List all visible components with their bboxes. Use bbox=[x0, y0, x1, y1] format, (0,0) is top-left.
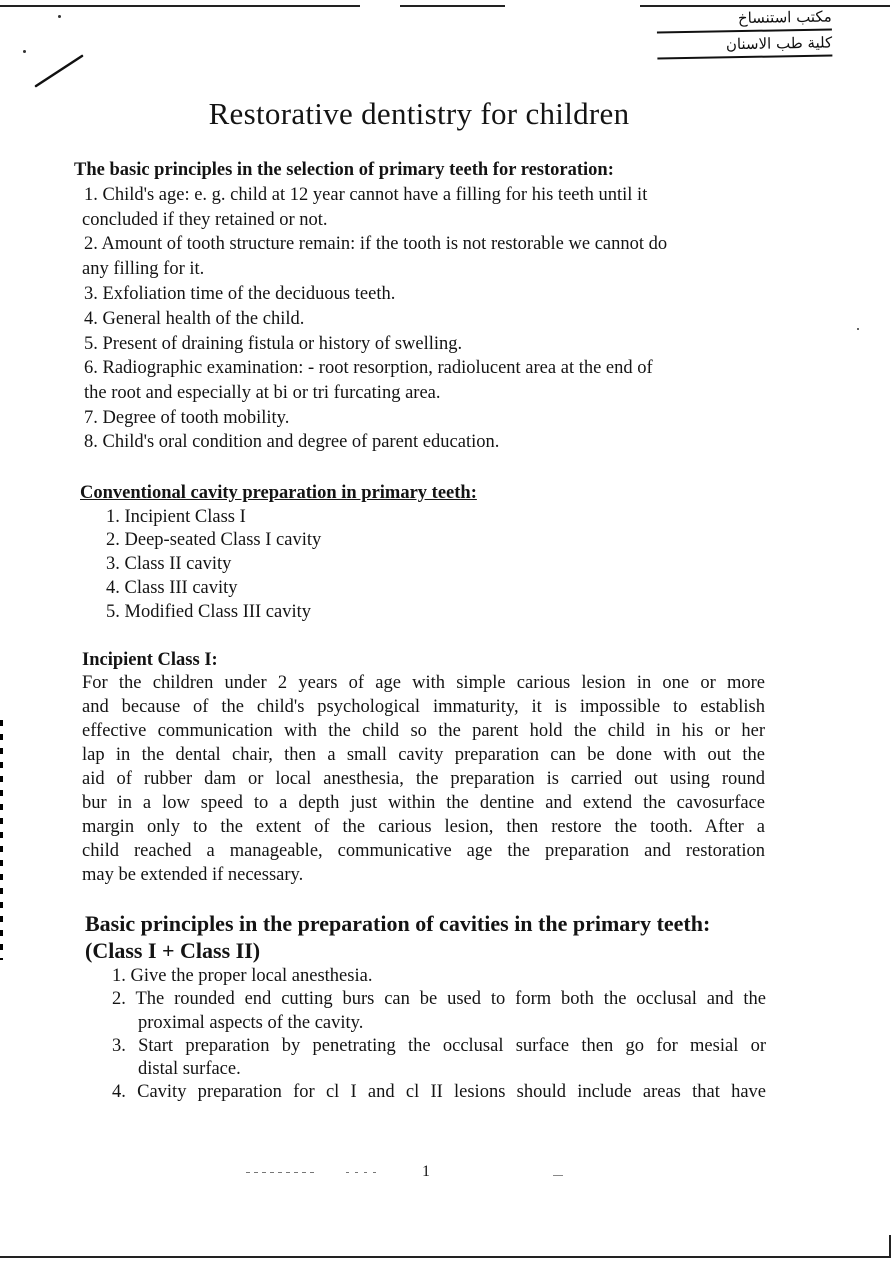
list-text: Child's oral condition and degree of parent education. bbox=[102, 432, 500, 452]
list-number: 7. bbox=[84, 408, 98, 428]
list-text: Degree of tooth mobility. bbox=[102, 408, 290, 428]
list-text: Modified Class III cavity bbox=[124, 602, 311, 622]
scan-border-right bbox=[889, 1235, 891, 1258]
list-text: Cavity preparation for cl I and cl II lesions should include areas that have bbox=[137, 1082, 766, 1102]
list-item bbox=[106, 505, 246, 529]
section-heading-selection-principles: The basic principles in the selection of primary teeth for restoration: bbox=[74, 160, 614, 180]
list-number: 4. bbox=[112, 1082, 126, 1102]
list-number: 6. bbox=[84, 358, 98, 378]
paragraph-line: may be extended if necessary. bbox=[82, 865, 304, 885]
scan-smudge bbox=[246, 1172, 316, 1173]
list-number: 2. bbox=[84, 234, 98, 254]
list-item bbox=[106, 576, 238, 600]
scan-smudge bbox=[553, 1175, 563, 1176]
list-item bbox=[112, 1080, 766, 1104]
list-item bbox=[112, 1034, 766, 1058]
list-text: Radiographic examination: - root resorption, radiolucent area at the end of bbox=[102, 358, 653, 378]
list-text: Start preparation by penetrating the occlusal surface then go for mesial or bbox=[138, 1036, 766, 1056]
list-text: Amount of tooth structure remain: if the tooth is not restorable we cannot do bbox=[101, 234, 668, 254]
paragraph-line: and because of the child's psychological immaturity, it is impossible to establish bbox=[82, 697, 765, 717]
list-text: Child's age: e. g. child at 12 year cannot have a filling for his teeth until it bbox=[102, 185, 648, 205]
paragraph-line: child reached a manageable, communicative age the preparation and restoration bbox=[82, 841, 765, 861]
page-title: Restorative dentistry for children bbox=[208, 96, 630, 131]
list-number: 2. bbox=[106, 530, 120, 550]
paragraph-line: effective communication with the child so the parent hold the child in his or her bbox=[82, 721, 765, 741]
list-text: Exfoliation time of the deciduous teeth. bbox=[102, 284, 396, 304]
list-text: General health of the child. bbox=[102, 309, 305, 329]
list-text: Class II cavity bbox=[124, 554, 232, 574]
section-heading-basic-principles-preparation: Basic principles in the preparation of cavities in the primary teeth: bbox=[85, 911, 711, 936]
section-subheading-class: (Class I + Class II) bbox=[85, 938, 261, 963]
list-item bbox=[112, 987, 766, 1011]
list-number: 3. bbox=[112, 1036, 126, 1056]
list-item bbox=[112, 964, 372, 988]
scan-speck bbox=[58, 15, 61, 18]
paragraph-line: For the children under 2 years of age with simple carious lesion in one or more bbox=[82, 673, 765, 693]
list-number: 4. bbox=[84, 309, 98, 329]
list-item bbox=[84, 282, 395, 306]
section-heading-incipient-class-i: Incipient Class I: bbox=[82, 650, 218, 670]
list-number: 1. bbox=[84, 185, 98, 205]
list-item bbox=[106, 528, 321, 552]
list-text: Deep-seated Class I cavity bbox=[124, 530, 322, 550]
scan-speck bbox=[23, 50, 26, 53]
list-item bbox=[84, 307, 304, 331]
paragraph-line: bur in a low speed to a depth just within the dentine and extend the cavosurface bbox=[82, 793, 765, 813]
list-text: Give the proper local anesthesia. bbox=[130, 966, 373, 986]
page-number: 1 bbox=[422, 1163, 430, 1180]
list-number: 1. bbox=[112, 966, 126, 986]
list-number: 5. bbox=[84, 334, 98, 354]
scan-border-top-left bbox=[0, 5, 360, 7]
list-number: 4. bbox=[106, 578, 120, 598]
list-number: 5. bbox=[106, 602, 120, 622]
list-text: Class III cavity bbox=[124, 578, 238, 598]
paragraph-line: margin only to the extent of the carious lesion, then restore the tooth. After a bbox=[82, 817, 765, 837]
stamp-line-1: مكتب استنساخ bbox=[657, 4, 832, 33]
list-item-continuation: distal surface. bbox=[138, 1059, 241, 1079]
list-item-continuation: concluded if they retained or not. bbox=[82, 210, 328, 230]
paragraph-line: lap in the dental chair, then a small cavity preparation can be done with out the bbox=[82, 745, 765, 765]
list-item bbox=[84, 430, 499, 454]
list-item bbox=[84, 332, 462, 356]
section-heading-cavity-preparation: Conventional cavity preparation in primary teeth: bbox=[80, 483, 477, 503]
pen-stroke-mark bbox=[34, 53, 86, 89]
list-item bbox=[84, 406, 289, 430]
list-item-continuation: the root and especially at bi or tri furcating area. bbox=[84, 383, 441, 403]
library-stamp bbox=[657, 4, 833, 65]
scan-speck bbox=[857, 328, 859, 330]
paragraph-line: aid of rubber dam or local anesthesia, the preparation is carried out using round bbox=[82, 769, 765, 789]
list-number: 2. bbox=[112, 989, 126, 1009]
list-item bbox=[84, 183, 647, 207]
list-number: 8. bbox=[84, 432, 98, 452]
scan-edge-marks bbox=[0, 720, 3, 960]
list-text: The rounded end cutting burs can be used to form both the occlusal and the bbox=[135, 989, 766, 1009]
list-item-continuation: any filling for it. bbox=[82, 259, 205, 279]
list-item bbox=[106, 600, 311, 624]
list-item bbox=[84, 232, 667, 256]
list-text: Incipient Class I bbox=[124, 507, 246, 527]
list-number: 3. bbox=[84, 284, 98, 304]
list-number: 3. bbox=[106, 554, 120, 574]
stamp-line-2: كلية طب الاسنان bbox=[657, 30, 832, 59]
list-item-continuation: proximal aspects of the cavity. bbox=[138, 1013, 364, 1033]
scan-border-top-middle bbox=[400, 5, 505, 7]
list-number: 1. bbox=[106, 507, 120, 527]
list-item bbox=[84, 356, 653, 380]
list-text: Present of draining fistula or history of swelling. bbox=[102, 334, 463, 354]
list-item bbox=[106, 552, 231, 576]
scan-border-bottom bbox=[0, 1256, 891, 1258]
scan-smudge bbox=[346, 1172, 380, 1173]
